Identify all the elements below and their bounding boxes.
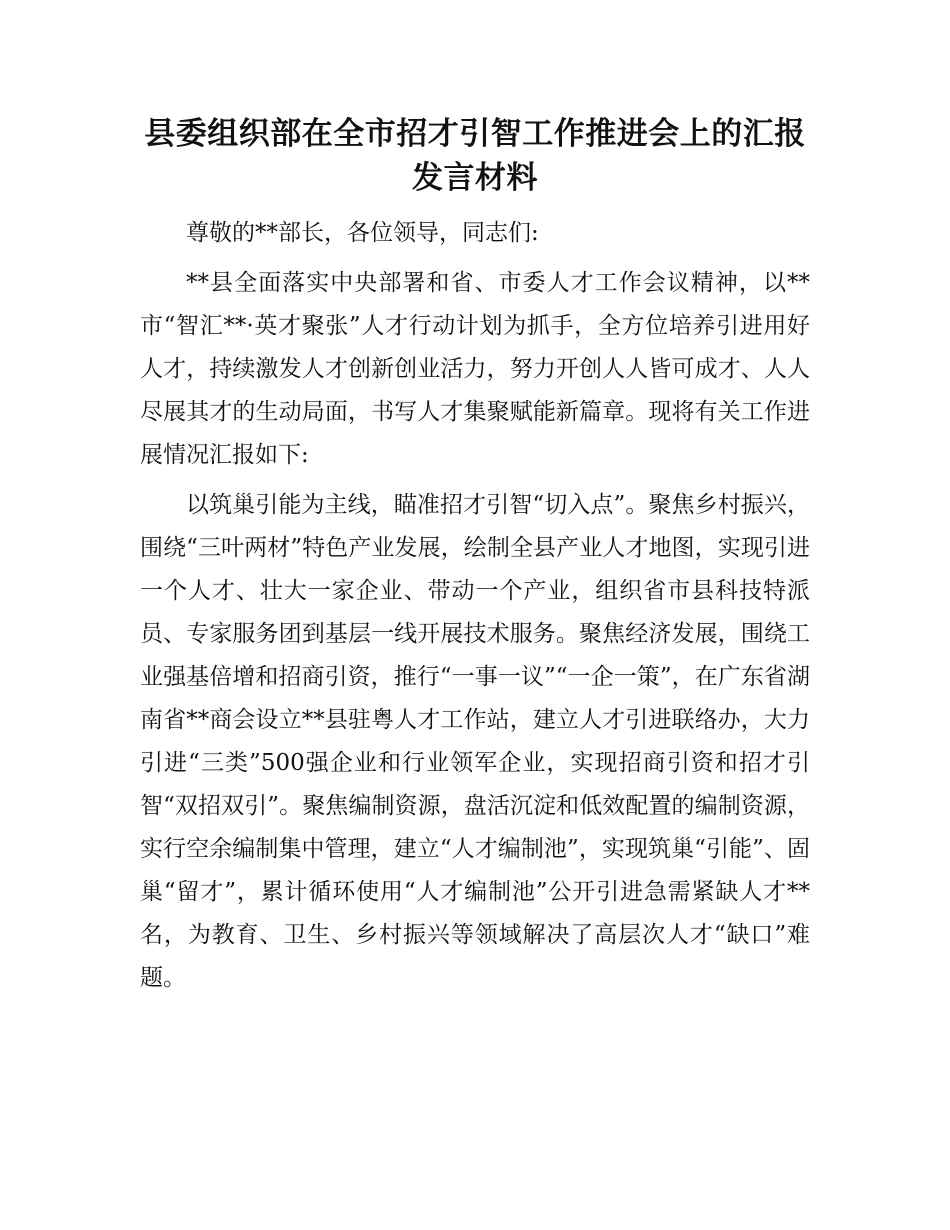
paragraph-talent-recruitment: 以筑巢引能为主线，瞄准招才引智“切入点”。聚焦乡村振兴，围绕“三叶两材”特色产业发展，绘制全县产业人才地图，实现引进一个人才、壮大一家企业、带动一个产业，组织省市县科技特派员、专家服务团到基层一线开展技术服务。聚焦经济发展，围绕工业强基倍增和招商引资，推行“一事一议”“一企一策”，在广东省湖南省**商会设立**县驻粤人才工作站，建立人才引进联络办，大力引进“三类”500强企业和行业领军企业，实现招商引资和招才引智“双招双引”。聚焦编制资源，盘活沉淀和低效配置的编制资源，实行空余编制集中管理，建立“人才编制池”，实现筑巢“引能”、固巢“留才”，累计循环使用“人才编制池”公开引进急需紧缺人才**名，为教育、卫生、乡村振兴等领域解决了高层次人才“缺口”难题。 <box>140 492 810 991</box>
document-title: 县委组织部在全市招才引智工作推进会上的汇报发言材料 <box>144 116 806 196</box>
salutation: 尊敬的**部长，各位领导，同志们: <box>186 220 539 246</box>
document-body <box>140 212 810 1007</box>
paragraph-intro: **县全面落实中央部署和省、市委人才工作会议精神，以**市“智汇**·英才聚张”人才行动计划为抓手，全方位培养引进用好人才，持续激发人才创新创业活力，努力开创人人皆可成才、人人尽展其才的生动局面，书写人才集聚赋能新篇章。现将有关工作进展情况汇报如下: <box>140 270 810 468</box>
